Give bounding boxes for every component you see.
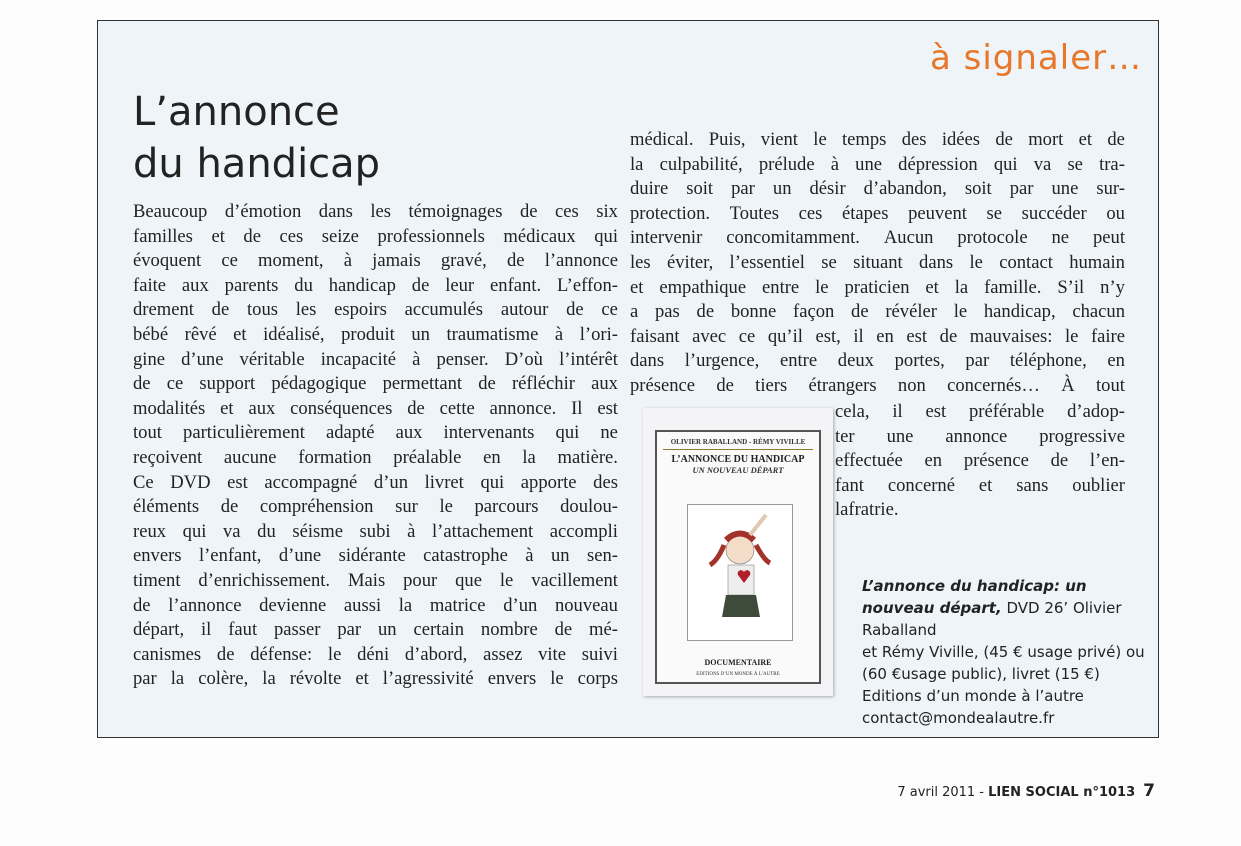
text-line: envers l’enfant, d’une sidérante catastrophe à un sen- <box>133 545 618 567</box>
cover-publisher: EDITIONS D’UN MONDE À L’AUTRE <box>696 672 780 677</box>
footer-magazine: LIEN SOCIAL n°1013 <box>988 785 1136 800</box>
cover-illustration <box>687 504 793 641</box>
dvd-cover-image <box>643 408 833 696</box>
text-line: ter une annonce progressive <box>835 425 1125 447</box>
text-line: gine d’une véritable incapacité à penser. D’où l’intérêt <box>133 348 618 370</box>
cover-title: L’ANNONCE DU HANDICAP <box>671 454 805 465</box>
text-line: dans l’urgence, entre deux portes, par téléphone, en <box>630 350 1125 372</box>
article-title <box>133 86 380 190</box>
text-line: faisant avec ce qu’il est, il en est de mauvaises: le faire <box>630 325 1125 347</box>
text-line: intervenir concomitamment. Aucun protocole ne peut <box>630 227 1125 249</box>
text-line: présence de tiers étrangers non concernés… À tout <box>630 374 1125 396</box>
text-line: et empathique entre le praticien et la famille. S’il n’y <box>630 276 1125 298</box>
text-line: tout particulièrement adapté aux intervenants qui ne <box>133 422 618 444</box>
caption-line: Editions d’un monde à l’autre <box>862 687 1084 705</box>
text-line: drement de tous les espoirs accumulés autour de ce <box>133 299 618 321</box>
text-line: bébé rêvé et idéalisé, produit un traumatisme à l’ori- <box>133 323 618 345</box>
text-line: les éviter, l’essentiel se situant dans le contact humain <box>630 251 1125 273</box>
text-line: médical. Puis, vient le temps des idées de mort et de <box>630 129 1125 150</box>
text-line: canismes de défense: le déni d’abord, assez vite suivi <box>133 643 618 665</box>
page-number: 7 <box>1143 781 1155 801</box>
text-line: Ce DVD est accompagné d’un livret qui apporte des <box>133 471 618 493</box>
text-line: de ce support pédagogique permettant de réfléchir aux <box>133 373 618 395</box>
text-line: effectuée en présence de l’en- <box>835 450 1125 472</box>
dvd-caption <box>862 575 1152 729</box>
text-line: cela, il est préférable d’adop- <box>835 401 1125 422</box>
text-line: par la colère, la révolte et l’agressivité envers le corps <box>133 668 618 690</box>
title-line: du handicap <box>133 141 381 187</box>
text-line: évoquent ce moment, à jamais gravé, de l’annonce <box>133 250 618 272</box>
page-footer <box>897 781 1155 801</box>
left-column <box>133 200 618 692</box>
text-line: reçoivent aucune formation préalable en la matière. <box>133 446 618 468</box>
text-line: modalités et aux conséquences de cette annonce. Il est <box>133 397 618 419</box>
cover-authors: OLIVIER RABALLAND - RÉMY VIVILLE <box>663 438 813 450</box>
caption-email: contact@mondealautre.fr <box>862 709 1055 727</box>
footer-date: 7 avril 2011 - <box>897 785 989 800</box>
text-line: a pas de bonne façon de révéler le handicap, chacun <box>630 301 1125 323</box>
text-line: fant concerné et sans oublier <box>835 474 1125 496</box>
caption-line: DVD 26’ Olivier Raballand <box>862 599 1122 639</box>
cover-subtitle: UN NOUVEAU DÉPART <box>692 465 784 475</box>
text-line: faite aux parents du handicap de leur enfant. L’effon- <box>133 274 618 296</box>
caption-line: et Rémy Viville, (45 € usage privé) ou <box>862 643 1145 661</box>
wrap-column <box>835 400 1125 523</box>
text-line: la culpabilité, prélude à une dépression qui va se tra- <box>630 153 1125 175</box>
caption-title: L’annonce du handicap: un nouveau départ, <box>862 577 1087 617</box>
section-label: à signaler… <box>930 38 1143 78</box>
caption-line: (60 €usage public), livret (15 €) <box>862 665 1100 683</box>
text-line: éléments de compréhension sur le parcours doulou- <box>133 496 618 518</box>
right-column <box>630 128 1125 399</box>
text-line: Beaucoup d’émotion dans les témoignages de ces six <box>133 201 618 222</box>
text-line: départ, il faut passer par un certain nombre de mé- <box>133 619 618 641</box>
text-line: protection. Toutes ces étapes peuvent se succéder ou <box>630 202 1125 224</box>
text-line: familles et de ces seize professionnels médicaux qui <box>133 225 618 247</box>
text-line: duire soit par un désir d’abandon, soit par une sur- <box>630 178 1125 200</box>
text-line: timent d’enrichissement. Mais pour que le vacillement <box>133 569 618 591</box>
text-line: reux qui va du séisme subi à l’attachement accompli <box>133 520 618 542</box>
cover-genre: DOCUMENTAIRE <box>704 658 772 667</box>
text-line: de l’annonce devienne aussi la matrice d’un nouveau <box>133 594 618 616</box>
title-line: L’annonce <box>133 89 340 135</box>
text-line: la fratrie. <box>835 499 899 521</box>
